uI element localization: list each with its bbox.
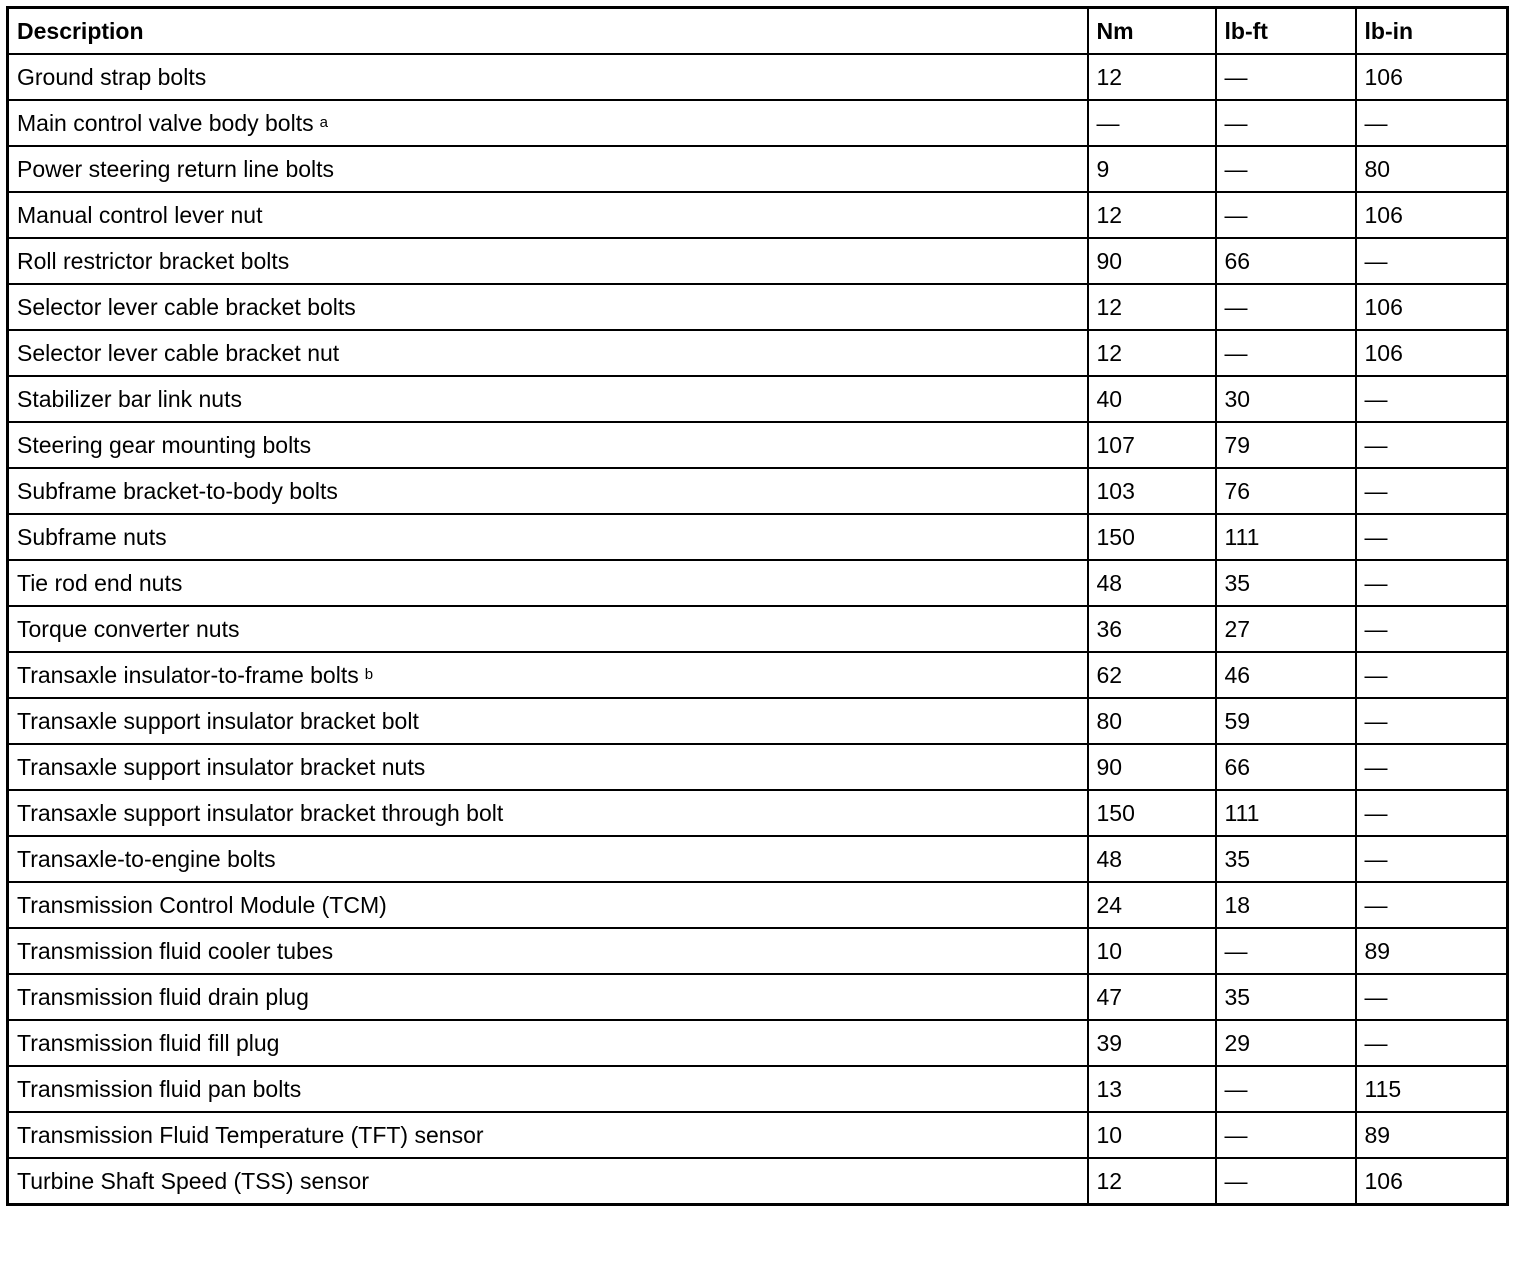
nm-cell: 39 (1088, 1020, 1216, 1066)
table-row (8, 836, 1508, 882)
description-text: Selector lever cable bracket nut (17, 339, 340, 366)
footnote-marker: a (319, 113, 328, 131)
lb-in-cell: — (1356, 882, 1508, 928)
nm-cell: 107 (1088, 422, 1216, 468)
lb-ft-cell: 111 (1216, 790, 1356, 836)
description-cell (8, 790, 1088, 836)
nm-cell: 12 (1088, 54, 1216, 100)
lb-ft-cell: 66 (1216, 744, 1356, 790)
table-row (8, 284, 1508, 330)
nm-cell: 40 (1088, 376, 1216, 422)
description-cell (8, 1112, 1088, 1158)
column-header-nm: Nm (1088, 8, 1216, 55)
lb-ft-cell: — (1216, 54, 1356, 100)
table-row (8, 974, 1508, 1020)
lb-in-cell: 115 (1356, 1066, 1508, 1112)
description-text: Transaxle insulator-to-frame bolts (17, 661, 359, 688)
lb-ft-cell: 111 (1216, 514, 1356, 560)
description-cell (8, 376, 1088, 422)
nm-cell: 10 (1088, 1112, 1216, 1158)
nm-cell: 48 (1088, 836, 1216, 882)
lb-in-cell: — (1356, 238, 1508, 284)
lb-in-cell: — (1356, 698, 1508, 744)
description-cell (8, 1158, 1088, 1205)
table-row (8, 468, 1508, 514)
description-cell (8, 836, 1088, 882)
description-cell (8, 698, 1088, 744)
lb-ft-cell: — (1216, 1112, 1356, 1158)
description-text: Steering gear mounting bolts (17, 431, 312, 458)
footnote-marker: b (364, 665, 374, 683)
description-cell (8, 974, 1088, 1020)
nm-cell: 150 (1088, 514, 1216, 560)
description-cell (8, 54, 1088, 100)
table-row (8, 192, 1508, 238)
description-text: Transaxle support insulator bracket bolt (17, 707, 419, 734)
nm-cell: 62 (1088, 652, 1216, 698)
description-cell (8, 652, 1088, 698)
description-cell (8, 238, 1088, 284)
lb-ft-cell: 59 (1216, 698, 1356, 744)
table-row (8, 238, 1508, 284)
lb-ft-cell: 66 (1216, 238, 1356, 284)
table-row (8, 560, 1508, 606)
description-text: Turbine Shaft Speed (TSS) sensor (17, 1167, 369, 1194)
table-row (8, 928, 1508, 974)
description-text: Stabilizer bar link nuts (17, 385, 242, 412)
description-cell (8, 100, 1088, 146)
description-cell (8, 1020, 1088, 1066)
description-cell (8, 422, 1088, 468)
description-cell (8, 146, 1088, 192)
description-text: Transmission Control Module (TCM) (17, 891, 387, 918)
lb-in-cell: 106 (1356, 330, 1508, 376)
lb-in-cell: — (1356, 606, 1508, 652)
table-row (8, 100, 1508, 146)
lb-ft-cell: — (1216, 284, 1356, 330)
lb-ft-cell: 35 (1216, 974, 1356, 1020)
lb-in-cell: 106 (1356, 54, 1508, 100)
nm-cell: 13 (1088, 1066, 1216, 1112)
table-body (8, 54, 1508, 1205)
lb-in-cell: 89 (1356, 928, 1508, 974)
lb-in-cell: — (1356, 1020, 1508, 1066)
lb-in-cell: 89 (1356, 1112, 1508, 1158)
table-row (8, 54, 1508, 100)
nm-cell: 12 (1088, 330, 1216, 376)
column-header-lb-ft: lb-ft (1216, 8, 1356, 55)
table-row (8, 790, 1508, 836)
description-text: Roll restrictor bracket bolts (17, 247, 290, 274)
description-cell (8, 606, 1088, 652)
nm-cell: 150 (1088, 790, 1216, 836)
header-row (8, 8, 1508, 55)
table-row (8, 698, 1508, 744)
table-row (8, 1112, 1508, 1158)
description-text: Transmission fluid fill plug (17, 1029, 280, 1056)
lb-ft-cell: 79 (1216, 422, 1356, 468)
description-text: Tie rod end nuts (17, 569, 183, 596)
description-text: Main control valve body bolts (17, 109, 314, 136)
lb-ft-cell: 35 (1216, 836, 1356, 882)
lb-ft-cell: 35 (1216, 560, 1356, 606)
table-row (8, 652, 1508, 698)
nm-cell: — (1088, 100, 1216, 146)
description-text: Power steering return line bolts (17, 155, 335, 182)
description-text: Transaxle support insulator bracket nuts (17, 753, 426, 780)
lb-ft-cell: 29 (1216, 1020, 1356, 1066)
nm-cell: 90 (1088, 238, 1216, 284)
description-cell (8, 744, 1088, 790)
nm-cell: 10 (1088, 928, 1216, 974)
description-text: Transmission fluid pan bolts (17, 1075, 302, 1102)
lb-ft-cell: — (1216, 146, 1356, 192)
description-text: Ground strap bolts (17, 63, 207, 90)
lb-ft-cell: 18 (1216, 882, 1356, 928)
description-cell (8, 330, 1088, 376)
nm-cell: 24 (1088, 882, 1216, 928)
description-text: Subframe bracket-to-body bolts (17, 477, 338, 504)
table-row (8, 146, 1508, 192)
description-cell (8, 514, 1088, 560)
nm-cell: 103 (1088, 468, 1216, 514)
description-text: Manual control lever nut (17, 201, 263, 228)
lb-in-cell: — (1356, 422, 1508, 468)
description-cell (8, 192, 1088, 238)
lb-in-cell: — (1356, 376, 1508, 422)
table-row (8, 606, 1508, 652)
torque-spec-table (6, 6, 1509, 1206)
lb-ft-cell: — (1216, 100, 1356, 146)
nm-cell: 80 (1088, 698, 1216, 744)
nm-cell: 47 (1088, 974, 1216, 1020)
lb-in-cell: — (1356, 468, 1508, 514)
lb-ft-cell: — (1216, 330, 1356, 376)
nm-cell: 12 (1088, 284, 1216, 330)
nm-cell: 9 (1088, 146, 1216, 192)
lb-in-cell: — (1356, 100, 1508, 146)
lb-ft-cell: — (1216, 192, 1356, 238)
lb-in-cell: — (1356, 560, 1508, 606)
table-row (8, 882, 1508, 928)
description-cell (8, 284, 1088, 330)
nm-cell: 36 (1088, 606, 1216, 652)
lb-in-cell: — (1356, 744, 1508, 790)
description-text: Transaxle support insulator bracket through bolt (17, 799, 504, 826)
lb-in-cell: 106 (1356, 1158, 1508, 1205)
nm-cell: 48 (1088, 560, 1216, 606)
table-row (8, 1020, 1508, 1066)
description-text: Transmission Fluid Temperature (TFT) sensor (17, 1121, 484, 1148)
table-row (8, 1158, 1508, 1205)
table-row (8, 376, 1508, 422)
table-row (8, 330, 1508, 376)
description-cell (8, 882, 1088, 928)
table-row (8, 514, 1508, 560)
lb-ft-cell: — (1216, 1066, 1356, 1112)
lb-ft-cell: 46 (1216, 652, 1356, 698)
description-cell (8, 560, 1088, 606)
lb-in-cell: — (1356, 514, 1508, 560)
nm-cell: 12 (1088, 1158, 1216, 1205)
description-text: Subframe nuts (17, 523, 167, 550)
lb-in-cell: — (1356, 790, 1508, 836)
lb-in-cell: 80 (1356, 146, 1508, 192)
lb-ft-cell: 27 (1216, 606, 1356, 652)
description-text: Transaxle-to-engine bolts (17, 845, 276, 872)
nm-cell: 90 (1088, 744, 1216, 790)
description-text: Selector lever cable bracket bolts (17, 293, 356, 320)
lb-ft-cell: — (1216, 928, 1356, 974)
description-cell (8, 1066, 1088, 1112)
description-text: Transmission fluid drain plug (17, 983, 309, 1010)
table-row (8, 744, 1508, 790)
lb-in-cell: 106 (1356, 192, 1508, 238)
column-header-lb-in: lb-in (1356, 8, 1508, 55)
lb-in-cell: — (1356, 652, 1508, 698)
table-row (8, 1066, 1508, 1112)
description-cell (8, 468, 1088, 514)
lb-ft-cell: 76 (1216, 468, 1356, 514)
lb-in-cell: — (1356, 836, 1508, 882)
description-text: Torque converter nuts (17, 615, 240, 642)
nm-cell: 12 (1088, 192, 1216, 238)
lb-in-cell: — (1356, 974, 1508, 1020)
description-cell (8, 928, 1088, 974)
table-row (8, 422, 1508, 468)
description-text: Transmission fluid cooler tubes (17, 937, 334, 964)
lb-in-cell: 106 (1356, 284, 1508, 330)
lb-ft-cell: 30 (1216, 376, 1356, 422)
column-header-description: Description (8, 8, 1088, 55)
lb-ft-cell: — (1216, 1158, 1356, 1205)
